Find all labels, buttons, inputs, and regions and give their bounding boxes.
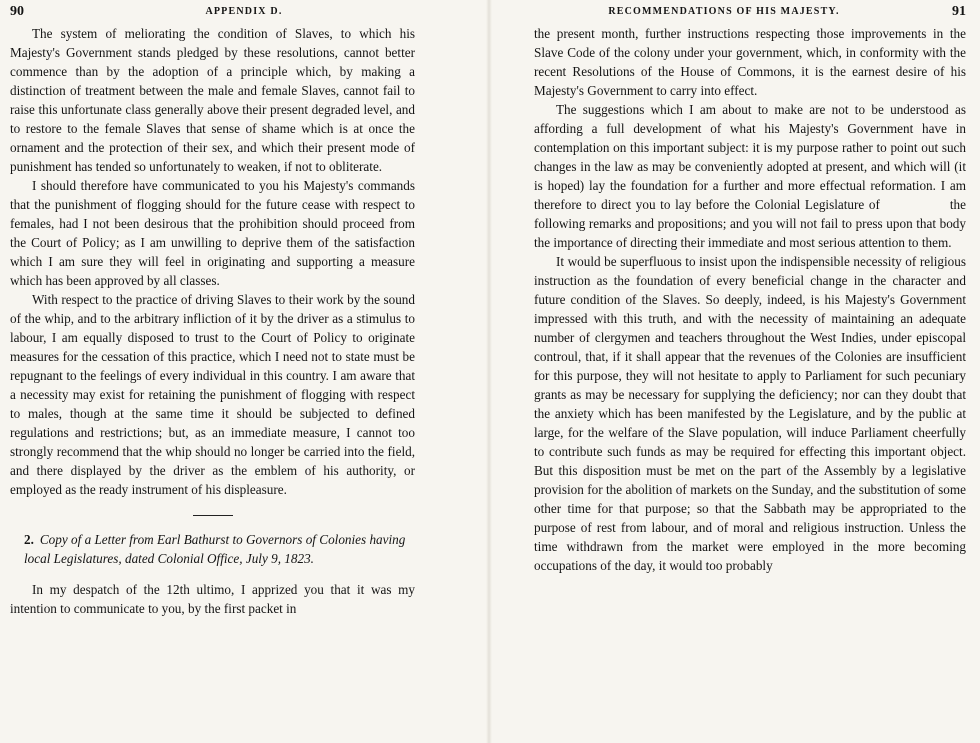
paragraph xyxy=(534,100,966,252)
left-page xyxy=(0,0,488,743)
paragraph: With respect to the practice of driving Slaves to their work by the sound of the whip, and to the arbitrary infliction of it by the driver as a stimulus to labour, I am equally disposed to trust to the Court of Policy to originate measures for the cessation of this practice, which I need not to state must be repugnant to the feelings of every individual in this country. I am aware that a necessity may exist for retaining the punishment of flogging with respect to males, though at the same time it should be subjected to defined regulations and restrictions; but, as an immediate measure, I cannot too strongly recommend that the whip should no longer be carried into the field, and there displayed by the driver as the emblem of his authority, or employed as the ready instrument of his displeasure. xyxy=(10,292,415,497)
paragraph: It would be superfluous to insist upon the indispensible necessity of religious instruction as the foundation of every beneficial change in the character and future condition of the Slaves. So deeply, indeed, is his Majesty's Government impressed with this truth, and with the necessity of maintaining an adequate number of clergymen and teachers throughout the West Indies, under episcopal controul, that, if it shall appear that the revenues of the Colonies are insufficient for this purpose, they will not hesitate to apply to Parliament for such pecuniary grants as may be necessary for supplying the deficiency; nor can they doubt that the anxiety which has been manifested by the Legislature, and by the public at large, for the welfare of the Slave population, will induce Parliament cheerfully to contribute such funds as may be required for effecting this important object. But this disposition must be met on the part of the Assembly by a legislative provision for the abolition of markets on the Sunday, and the substitution of some other time for that purpose; so that the Sabbath may be appropriated to the purpose of rest from labour, and of moral and religious instruction. Unless the time withdrawn from the market were employed in the more becoming occupations of the day, it would too probably xyxy=(534,254,966,573)
text-column xyxy=(534,24,966,575)
running-head: APPENDIX D. xyxy=(205,6,283,17)
paragraph: the present month, further instructions respecting those improvements in the Slave Code of the colony under your government, which, in conformity with the recent Resolutions of the House of Commons, it is the earnest desire of his Majesty's Government to carry into effect. xyxy=(534,26,966,98)
document-title: Copy of a Letter from Earl Bathurst to Governors of Colonies having local Legislatures, dated Colonial Office, July 9, 1823. xyxy=(24,532,406,566)
text-column xyxy=(10,24,415,618)
document-number: 2. xyxy=(24,532,34,547)
page-number: 91 xyxy=(952,4,966,19)
paragraph: I should therefore have communicated to you his Majesty's commands that the punishment of flogging should for the future cease with respect to females, had I not been desirous that the prohibition should proceed from the Court of Policy; as I am unwilling to deprive them of the satisfaction which I am sure they will feel in originating and supporting a measure which has been approved by all classes. xyxy=(10,178,415,288)
paragraph-text: the following remarks and propositions; and you will not fail to press upon that body the importance of directing their immediate and most serious attention to them. xyxy=(534,197,966,250)
document-heading xyxy=(24,530,415,568)
paragraph: The system of meliorating the condition of Slaves, to which his Majesty's Government stands pledged by these resolutions, cannot better commence than by the adoption of a principle which, by making a distinction of treatment between the male and female Slaves, cannot fail to raise this unfortunate class generally above their present degraded level, and to restore to the female Slaves that sense of shame which is at once the ornament and the protection of their sex, and which their present mode of punishment has tended so unfortunately to weaken, if not to obliterate. xyxy=(10,26,415,174)
paragraph-text: The suggestions which I am about to make are not to be understood as affording a full development of what his Majesty's Government have in contemplation on this important subject: it is my purpose rather to point out such changes in the law as may be conveniently adopted at present, and which will (it is hoped) lay the foundation for a further and more effectual reformation. I am therefore to direct you to lay before the Colonial Legislature of xyxy=(534,102,966,212)
paragraph: In my despatch of the 12th ultimo, I apprized you that it was my intention to communicate to you, by the first packet in xyxy=(10,582,415,616)
page-number: 90 xyxy=(10,4,24,19)
section-divider xyxy=(193,515,233,516)
right-page xyxy=(490,0,980,743)
running-head: RECOMMENDATIONS OF HIS MAJESTY. xyxy=(608,6,840,17)
